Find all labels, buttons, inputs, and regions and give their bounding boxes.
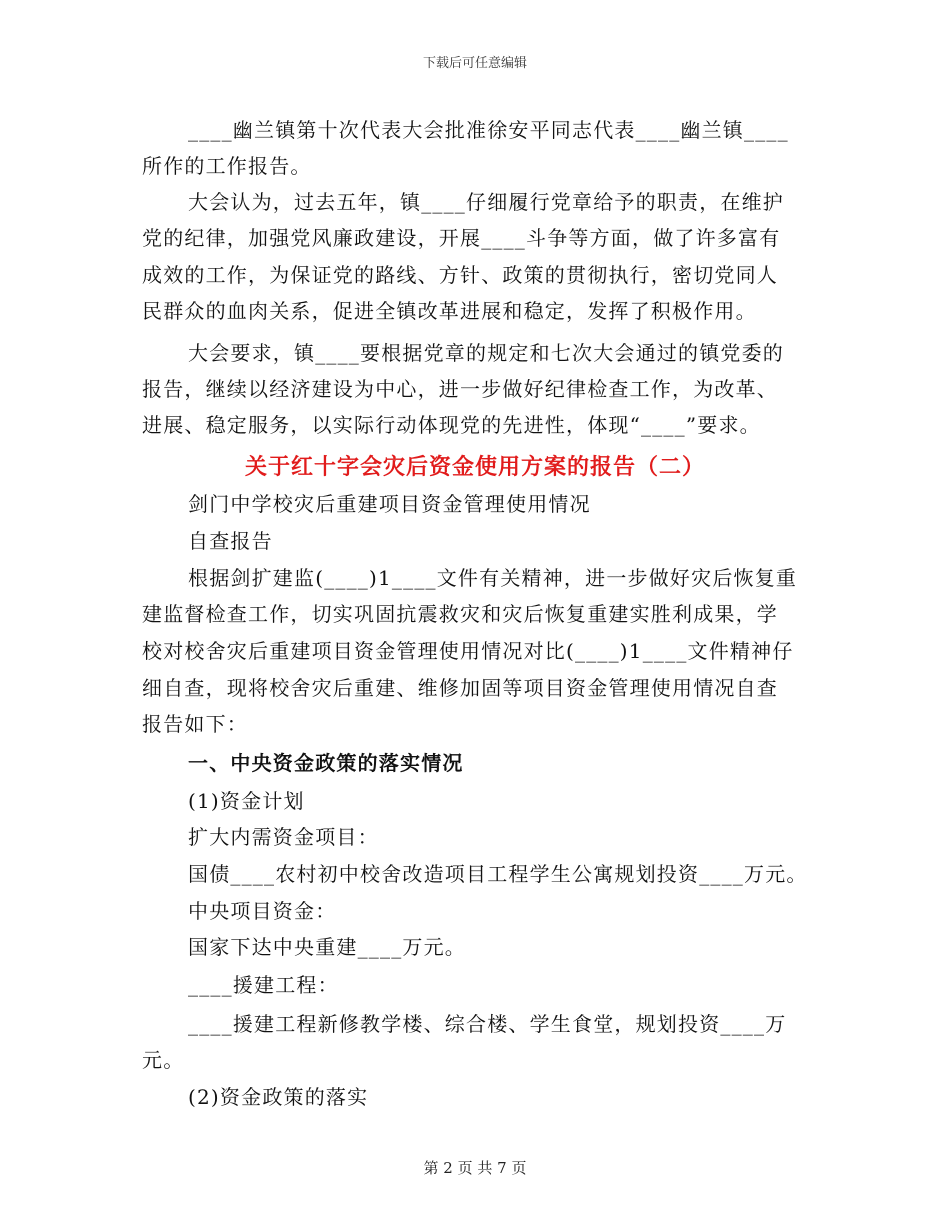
page-header: 下载后可任意编辑	[422, 56, 527, 71]
paragraph-line: 大会要求，镇____要根据党章的规定和七次大会通过的镇党委的	[188, 341, 784, 365]
paragraph-line: 成效的工作，为保证党的路线、方针、政策的贯彻执行，密切党同人	[142, 263, 778, 287]
paragraph-line: 进展、稳定服务，以实际行动体现党的先进性，体现“____”要求。	[142, 413, 761, 437]
paragraph-line: 党的纪律，加强党风廉政建设，开展____斗争等方面，做了许多富有	[142, 226, 781, 250]
subsection-heading: 一、中央资金政策的落实情况	[188, 751, 464, 775]
paragraph-line: 报告，继续以经济建设为中心，进一步做好纪律检查工作，为改革、	[142, 377, 778, 401]
paragraph-line: 细自查，现将校舍灾后重建、维修加固等项目资金管理使用情况自查	[142, 676, 778, 700]
paragraph-line: 元。	[142, 1048, 185, 1072]
paragraph-line: (2)资金政策的落实	[188, 1085, 369, 1109]
paragraph-line: 国债____农村初中校舍改造项目工程学生公寓规划投资____万元。	[188, 862, 808, 886]
section-title: 关于红十字会灾后资金使用方案的报告（二）	[244, 454, 705, 480]
paragraph-line: 所作的工作报告。	[142, 154, 312, 178]
paragraph-line: 校对校舍灾后重建项目资金管理使用情况对比(____)1____文件精神仔	[142, 639, 794, 663]
paragraph-line: 建监督检查工作，切实巩固抗震救灾和灾后恢复重建实胜利成果，学	[142, 602, 778, 626]
paragraph-line: 报告如下：	[142, 712, 248, 736]
paragraph-line: 剑门中学校灾后重建项目资金管理使用情况	[188, 492, 591, 516]
paragraph-line: ____幽兰镇第十次代表大会批准徐安平同志代表____幽兰镇____	[188, 118, 789, 142]
paragraph-line: ____援建工程新修教学楼、综合楼、学生食堂，规划投资____万	[188, 1012, 787, 1036]
paragraph-line: 大会认为，过去五年，镇____仔细履行党章给予的职责，在维护	[188, 190, 784, 214]
page-footer: 第 2 页 共 7 页	[423, 1159, 527, 1177]
paragraph-line: 国家下达中央重建____万元。	[188, 935, 466, 959]
paragraph-line: (1)资金计划	[188, 789, 305, 813]
paragraph-line: 中央项目资金：	[188, 899, 337, 923]
paragraph-line: 自查报告	[188, 529, 273, 553]
paragraph-line: 扩大内需资金项目：	[188, 825, 379, 849]
paragraph-line: ____援建工程：	[188, 973, 339, 997]
paragraph-line: 民群众的血肉关系，促进全镇改革进展和稳定，发挥了积极作用。	[142, 299, 757, 323]
paragraph-line: 根据剑扩建监(____)1____文件有关精神，进一步做好灾后恢复重	[188, 566, 798, 590]
